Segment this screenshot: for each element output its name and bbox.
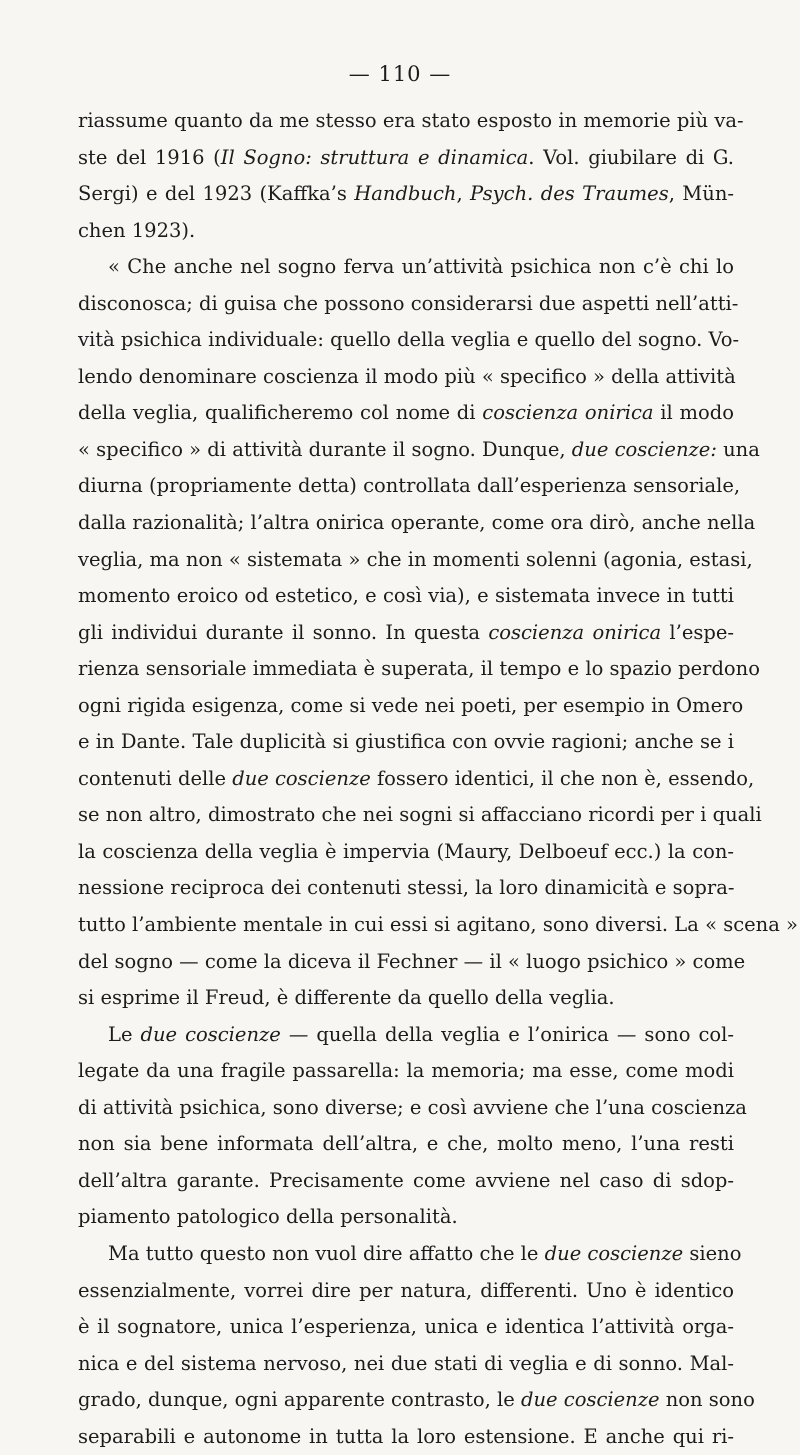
text-line: tutto l’ambiente mentale in cui essi si agitano, sono diversi. La « scena » <box>78 913 798 937</box>
text-line: legate da una fragile passarella: la memoria; ma esse, come modi <box>78 1059 734 1083</box>
text-line: ste del 1916 (Il Sogno: struttura e dinamica. Vol. giubilare di G. <box>78 145 734 169</box>
text-line: diurna (propriamente detta) controllata dall’esperienza sensoriale, <box>78 474 741 498</box>
text-line: lendo denominare coscienza il modo più « specifico » della attività <box>78 364 736 388</box>
text-line: Sergi) e del 1923 (Kaffka’s Handbuch, Psych. des Traumes, Mün- <box>78 182 734 206</box>
text-line: è il sognatore, unica l’esperienza, unica e identica l’attività orga- <box>78 1315 734 1339</box>
text-line: non sia bene informata dell’altra, e che, molto meno, l’una resti <box>78 1132 734 1156</box>
body-text <box>78 103 798 1455</box>
text-line: della veglia, qualificheremo col nome di coscienza onirica il modo <box>78 401 734 425</box>
text-line: chen 1923). <box>78 218 196 242</box>
text-line: « Che anche nel sogno ferva un’attività psichica non c’è chi lo <box>108 255 734 279</box>
text-line: vità psichica individuale: quello della veglia e quello del sogno. Vo- <box>78 328 740 352</box>
text-line: piamento patologico della personalità. <box>78 1205 458 1229</box>
text-line: dell’altra garante. Precisamente come avviene nel caso di sdop- <box>78 1168 734 1192</box>
text-line: disconosca; di guisa che possono considerarsi due aspetti nell’atti- <box>78 291 739 315</box>
text-line: dalla razionalità; l’altra onirica operante, come ora dirò, anche nella <box>78 511 756 535</box>
text-line: momento eroico od estetico, e così via), e sistemata invece in tutti <box>78 584 734 608</box>
text-line: se non altro, dimostrato che nei sogni si affacciano ricordi per i quali <box>78 803 762 827</box>
text-line: essenzialmente, vorrei dire per natura, differenti. Uno è identico <box>78 1278 734 1302</box>
text-line: la coscienza della veglia è impervia (Maury, Delboeuf ecc.) la con- <box>78 839 734 863</box>
text-line: grado, dunque, ogni apparente contrasto, le due coscienze non sono <box>78 1388 755 1412</box>
page-number: — 110 — <box>348 62 452 86</box>
text-line: separabili e autonome in tutta la loro estensione. E anche qui ri- <box>78 1424 734 1448</box>
text-line: nica e del sistema nervoso, nei due stati di veglia e di sonno. Mal- <box>78 1351 734 1375</box>
text-line: ogni rigida esigenza, come si vede nei poeti, per esempio in Omero <box>78 693 744 717</box>
text-line: di attività psichica, sono diverse; e così avviene che l’una coscienza <box>78 1095 747 1119</box>
text-line: e in Dante. Tale duplicità si giustifica con ovvie ragioni; anche se i <box>78 730 734 754</box>
text-line: contenuti delle due coscienze fossero identici, il che non è, essendo, <box>78 766 755 790</box>
text-line: del sogno — come la diceva il Fechner — il « luogo psichico » come <box>78 949 746 973</box>
text-line: « specifico » di attività durante il sogno. Dunque, due coscienze: una <box>78 437 760 461</box>
text-line: rienza sensoriale immediata è superata, il tempo e lo spazio perdono <box>78 657 760 681</box>
text-line: Le due coscienze — quella della veglia e l’onirica — sono col- <box>108 1022 734 1046</box>
text-line: si esprime il Freud, è differente da quello della veglia. <box>78 986 615 1010</box>
text-line: Ma tutto questo non vuol dire affatto che le due coscienze sieno <box>108 1241 742 1265</box>
text-line: veglia, ma non « sistemata » che in momenti solenni (agonia, estasi, <box>78 547 753 571</box>
text-line: gli individui durante il sonno. In questa coscienza onirica l’espe- <box>78 620 735 644</box>
text-line: riassume quanto da me stesso era stato esposto in memorie più va- <box>78 109 744 132</box>
text-line: nessione reciproca dei contenuti stessi, la loro dinamicità e sopra- <box>78 876 735 900</box>
